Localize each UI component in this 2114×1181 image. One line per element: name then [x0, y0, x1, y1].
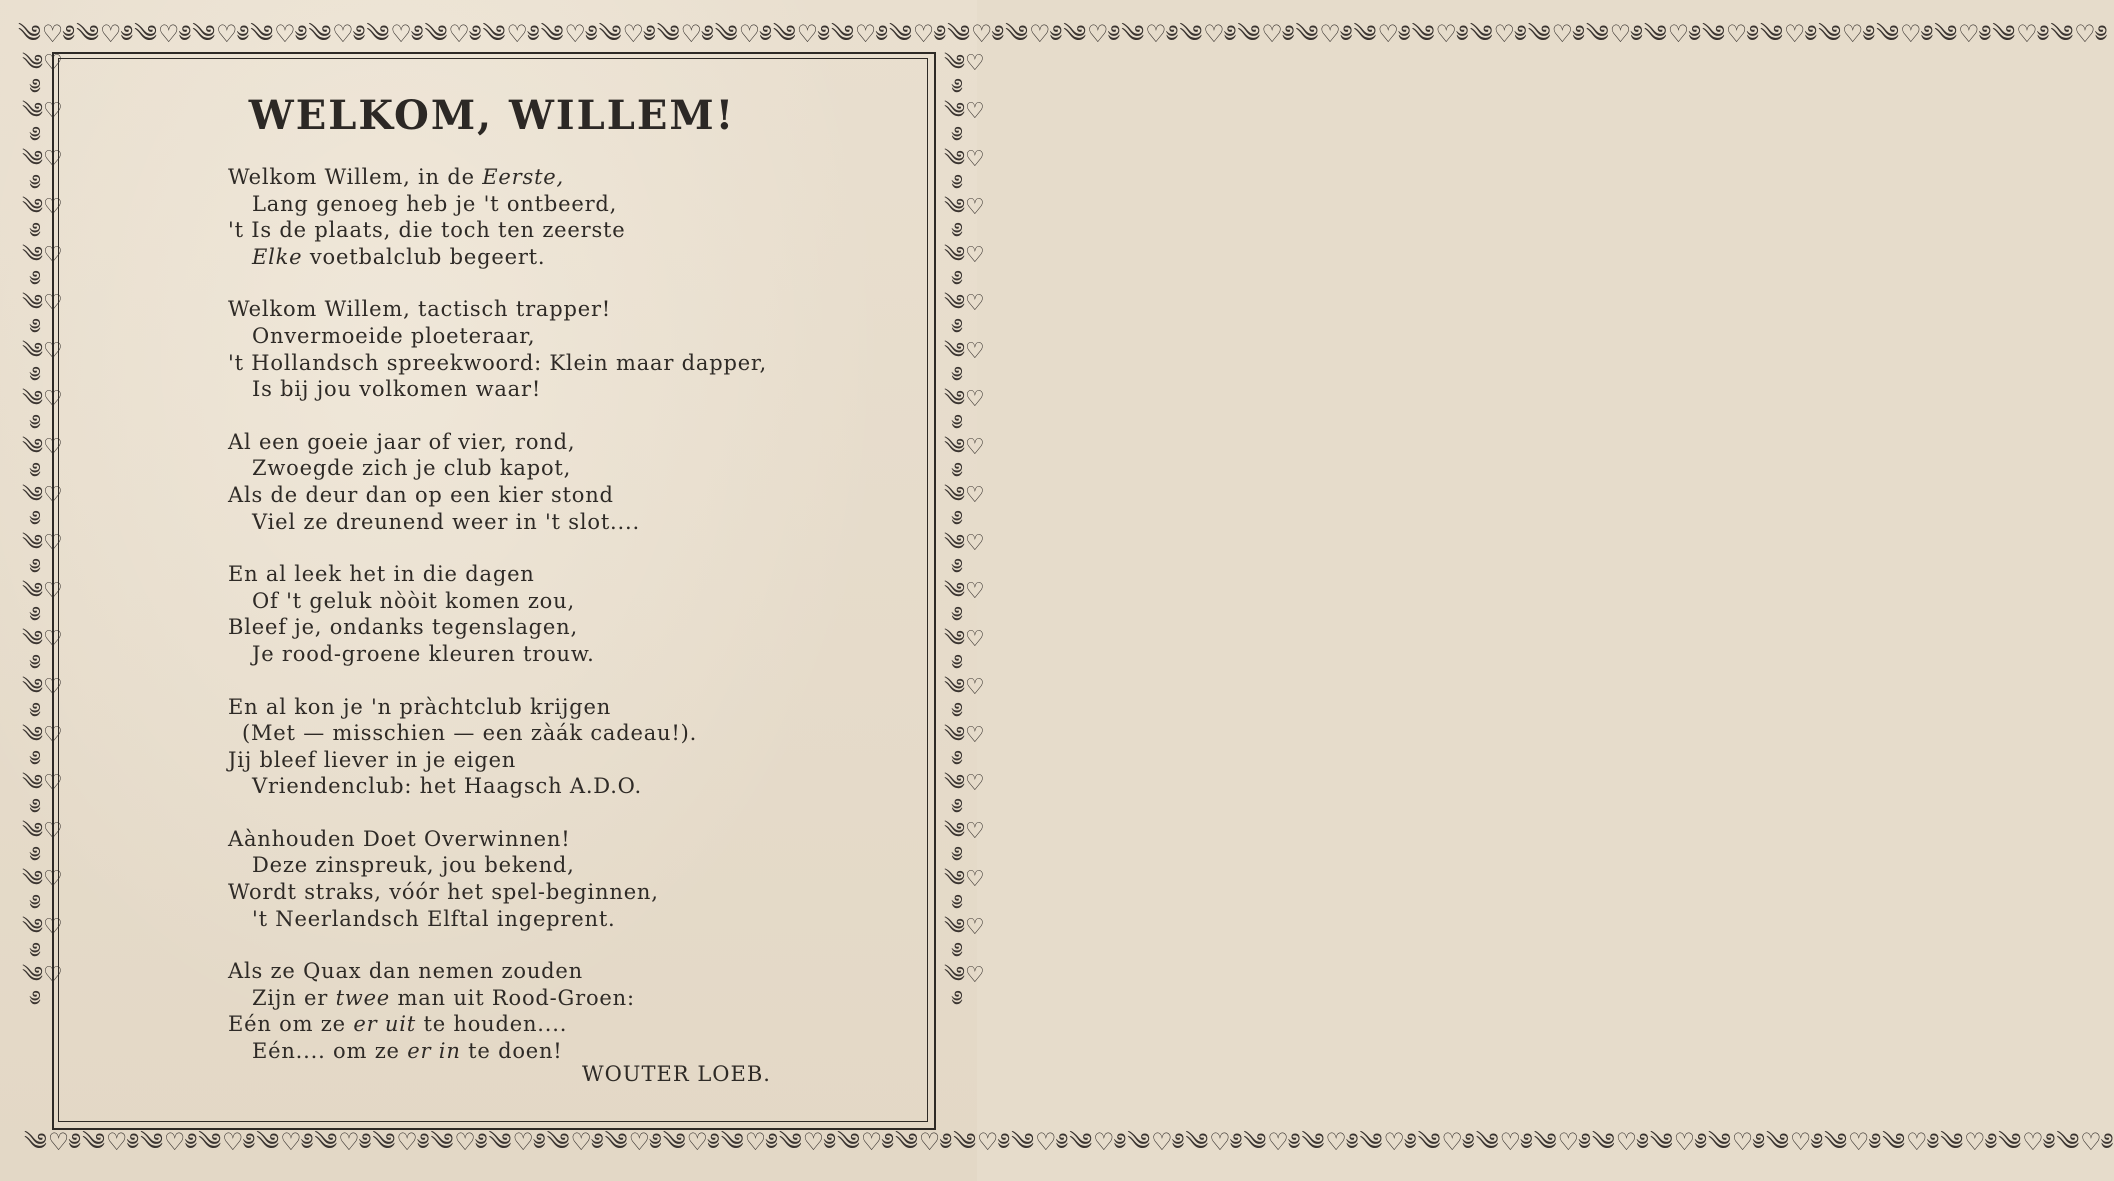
poem-line: Jij bleef liever in je eigen: [228, 747, 517, 772]
poem-line: Wordt straks, vóór het spel-beginnen,: [228, 880, 659, 905]
stanza-3: [228, 429, 848, 535]
poem-line: 't Neerlandsch Elftal ingeprent.: [252, 906, 616, 931]
poem-line: (Met — misschien — een zàák cadeau!).: [242, 721, 698, 746]
poem-line: Lang genoeg heb je 't ontbeerd,: [252, 191, 618, 216]
poem-title: WELKOM, WILLEM!: [248, 92, 736, 139]
poem-line: Eén om ze er uit te houden....: [228, 1012, 568, 1037]
poem-line: Vriendenclub: het Haagsch A.D.O.: [252, 774, 642, 799]
poem-line: Viel ze dreunend weer in 't slot....: [252, 509, 640, 534]
poem-line: Zijn er twee man uit Rood-Groen:: [252, 985, 635, 1010]
poem-line: Als de deur dan op een kier stond: [228, 482, 614, 507]
poem-line: Deze zinspreuk, jou bekend,: [252, 853, 575, 878]
poem-line: Welkom Willem, tactisch trapper!: [228, 297, 612, 322]
poem-line: Is bij jou volkomen waar!: [252, 377, 542, 402]
poem-line: Welkom Willem, in de Eerste,: [228, 165, 565, 189]
stanza-4: [228, 561, 848, 667]
poem-line: Eén.... om ze er in te doen!: [252, 1039, 563, 1064]
ornamental-border-left: ༄♡༅༄♡༅༄♡༅༄♡༅༄♡༅༄♡༅༄♡༅༄♡༅༄♡༅༄♡༅༄♡༅༄♡༅༄♡༅༄♡༅༄♡༅༄♡༅༄♡༅༄♡༅༄♡༅༄♡༅: [22, 51, 63, 1012]
poem-line: 't Hollandsch spreekwoord: Klein maar dapper,: [228, 350, 767, 375]
poem-line: Bleef je, ondanks tegenslagen,: [228, 615, 578, 640]
poem-body: [228, 164, 848, 1091]
poem-line: Elke voetbalclub begeert.: [252, 244, 546, 269]
stanza-1: [228, 164, 848, 270]
poem-line: En al kon je 'n pràchtclub krijgen: [228, 694, 612, 719]
poem-line: 't Is de plaats, die toch ten zeerste: [228, 218, 626, 243]
poem-line: Al een goeie jaar of vier, rond,: [228, 429, 576, 454]
author-signature: WOUTER LOEB.: [582, 1062, 771, 1086]
ornamental-border-top: ༄♡༅༄♡༅༄♡༅༄♡༅༄♡༅༄♡༅༄♡༅༄♡༅༄♡༅༄♡༅༄♡༅༄♡༅༄♡༅༄♡༅༄♡༅༄♡༅༄♡༅༄♡༅༄♡༅༄♡༅༄♡༅༄♡༅༄♡༅༄♡༅༄♡༅༄♡༅༄♡༅༄♡༅༄♡༅༄♡༅༄♡༅༄♡༅༄♡༅༄♡༅༄♡༅༄♡༅: [18, 20, 2109, 48]
stanza-2: [228, 296, 848, 402]
poem-line: Aànhouden Doet Overwinnen!: [228, 826, 571, 851]
poem-line: Onvermoeide ploeteraar,: [252, 323, 536, 348]
poem-line: En al leek het in die dagen: [228, 562, 535, 587]
stanza-6: [228, 826, 848, 932]
stanza-5: [228, 694, 848, 800]
poem-line: Je rood-groene kleuren trouw.: [252, 641, 595, 666]
ornamental-border-right: ༄♡༅༄♡༅༄♡༅༄♡༅༄♡༅༄♡༅༄♡༅༄♡༅༄♡༅༄♡༅༄♡༅༄♡༅༄♡༅༄♡༅༄♡༅༄♡༅༄♡༅༄♡༅༄♡༅༄♡༅: [944, 51, 985, 1012]
poem-line: Als ze Quax dan nemen zouden: [228, 959, 583, 984]
stanza-7: [228, 958, 848, 1064]
ornamental-border-bottom: ༄♡༅༄♡༅༄♡༅༄♡༅༄♡༅༄♡༅༄♡༅༄♡༅༄♡༅༄♡༅༄♡༅༄♡༅༄♡༅༄♡༅༄♡༅༄♡༅༄♡༅༄♡༅༄♡༅༄♡༅༄♡༅༄♡༅༄♡༅༄♡༅༄♡༅༄♡༅༄♡༅༄♡༅༄♡༅༄♡༅༄♡༅༄♡༅༄♡༅༄♡༅༄♡༅༄♡༅: [24, 1128, 2114, 1156]
poem-line: Of 't geluk nòòit komen zou,: [252, 588, 575, 613]
poem-line: Zwoegde zich je club kapot,: [252, 456, 572, 481]
